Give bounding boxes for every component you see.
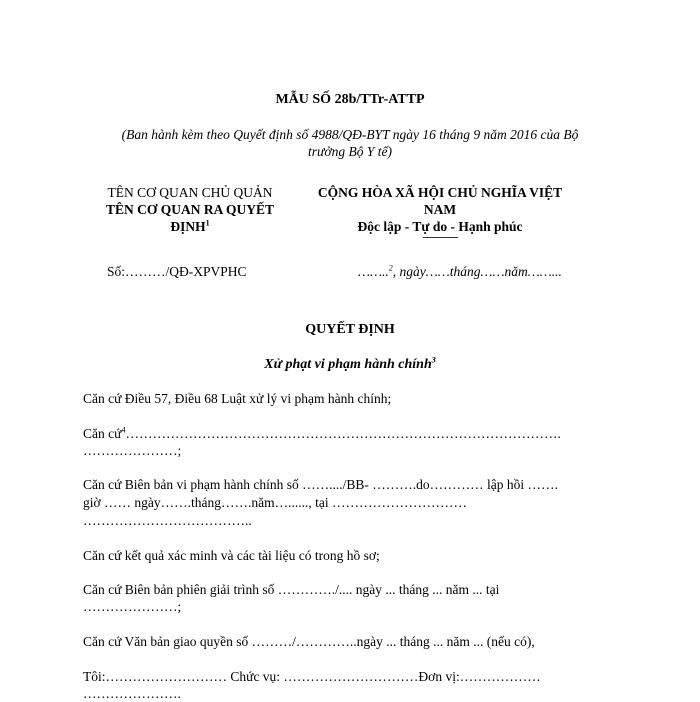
legal-basis-5-line1: Căn cứ Biên bản phiên giải trình số …………./.... ngày ... tháng ... năm ... tại	[83, 582, 500, 597]
decree-reference-line2: trưởng Bộ Y tế)	[308, 144, 392, 159]
date-placeholder: , ngày……tháng……năm……...	[392, 264, 562, 279]
legal-basis-2-line2: …………………;	[83, 443, 182, 458]
legal-basis-3-line1: Căn cứ Biên bản vi phạm hành chính số ……..../BB- ……….do………… lập hồi …….	[83, 477, 558, 492]
signer-line2: ………………….	[83, 686, 181, 701]
legal-basis-4: Căn cứ kết quả xác minh và các tài liệu có trong hồ sơ;	[83, 548, 380, 563]
legal-basis-1: Căn cứ Điều 57, Điều 68 Luật xử lý vi phạm hành chính;	[83, 391, 392, 406]
legal-basis-6: Căn cứ Văn bản giao quyền số ………/…………..ngày ... tháng ... năm ... (nếu có),	[83, 634, 535, 649]
national-motto: Độc lập - Tự do - Hạnh phúc	[357, 219, 523, 234]
country-name-line2: NAM	[423, 202, 457, 217]
place-placeholder: ……..	[358, 264, 389, 279]
place-date-line	[358, 263, 562, 280]
legal-basis-3-line3: ………………………………..	[83, 513, 252, 528]
legal-basis-2-line1	[83, 425, 561, 442]
parent-agency-name: TÊN CƠ QUAN CHỦ QUẢN	[107, 185, 273, 200]
footnote-marker: 3	[431, 355, 436, 365]
legal-basis-3-line2: giờ …… ngày…….tháng…….năm…......, tại …………………………	[83, 495, 467, 510]
footnote-marker: 4	[121, 425, 126, 435]
issuing-agency-name-line2	[80, 218, 300, 235]
decision-subtitle-text: Xử phạt vi phạm hành chính	[264, 357, 432, 372]
issuing-agency-name-line1: TÊN CƠ QUAN RA QUYẾT	[105, 202, 275, 217]
decision-number: Số:………/QĐ-XPVPHC	[107, 264, 247, 279]
motto-separator: ---------------	[422, 232, 458, 243]
footnote-marker: 2	[388, 263, 393, 273]
form-number: MẪU SỐ 28b/TTr-ATTP	[275, 92, 425, 107]
issuing-agency-name-line2-text: ĐỊNH	[170, 219, 206, 234]
decision-title: QUYẾT ĐỊNH	[305, 322, 395, 337]
decree-reference-line1: (Ban hành kèm theo Quyết định số 4988/QĐ-BYT ngày 16 tháng 9 năm 2016 của Bộ	[121, 127, 579, 142]
legal-basis-2-blank: …………………………………………………………………………………….	[125, 426, 561, 441]
footnote-marker: 1	[205, 218, 210, 228]
country-name-line1: CỘNG HÒA XÃ HỘI CHỦ NGHĨA VIỆT	[317, 185, 563, 200]
legal-basis-5-line2: …………………;	[83, 599, 182, 614]
decision-subtitle	[0, 356, 700, 373]
legal-basis-2-start: Căn cứ	[83, 426, 122, 441]
signer-line1: Tôi:……………………… Chức vụ: …………………………Đơn vị:………………	[83, 669, 541, 684]
